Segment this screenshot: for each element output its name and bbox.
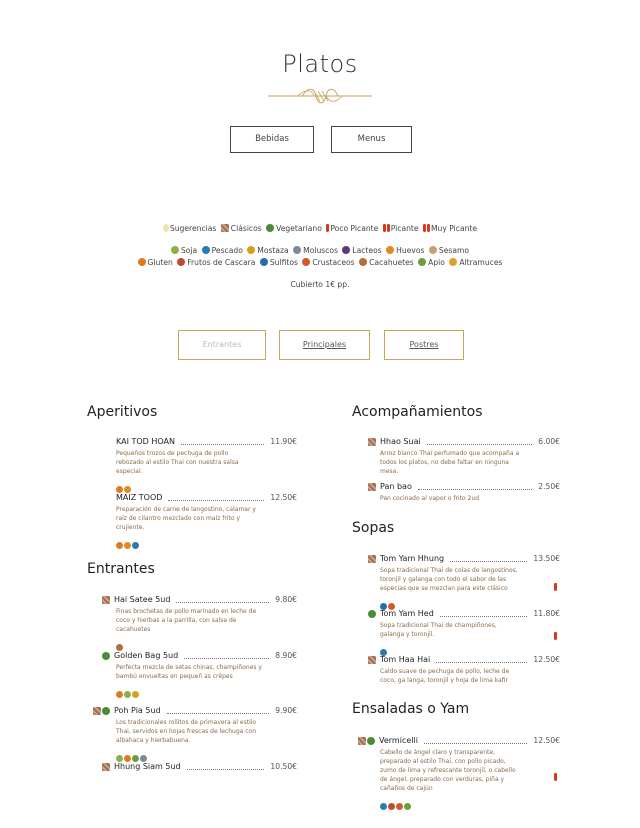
legend-vegetariano: Vegetariano [266, 224, 322, 233]
legend-crustaceos: Crustaceos [302, 258, 354, 267]
altramuces-icon [449, 258, 457, 266]
chili-icon [554, 632, 557, 640]
dish-description: Sopa tradicional Thai de colas de langostinos, toronjil y galanga con todo el sabor de las especias que se mezclan para este clásico [380, 567, 518, 592]
legend-row-styles [0, 224, 640, 233]
classic-icon [368, 438, 376, 446]
frutos-cascara-icon [388, 803, 395, 810]
moluscos-icon [293, 246, 301, 254]
dish-description: Cabello de ángel claro y transparente, preparado al estilo Thai, con pollo picado, zumo de lima y refrescante toronjil, o cabello de ángel, preparado con verduras, piña y cañaños de cajún [380, 749, 516, 792]
soja-icon [124, 691, 131, 698]
legend-pescado: Pescado [202, 246, 243, 255]
entrantes-title: Entrantes [87, 561, 155, 577]
dish-price: 11.90€ [270, 437, 297, 446]
ornament-divider-icon [268, 85, 372, 107]
dish-name: Hhao Suai [380, 437, 421, 446]
dish-name: Hai Satee 5ud [114, 595, 171, 604]
dish-price: 6.00€ [538, 437, 560, 446]
classic-icon [93, 707, 101, 715]
dish-description: Arroz blanco Thai perfumado que acompaña a todos los platos, no debe faltar en ninguna mesa. [380, 450, 520, 475]
dish-name: Golden Bag 5ud [114, 651, 179, 660]
menus-button[interactable]: Menus [331, 126, 412, 153]
dish-price: 9.80€ [275, 595, 297, 604]
dish-name: MAIZ TOOD [116, 493, 163, 502]
dish-name: Tom Yam Hed [380, 609, 434, 618]
allergen-badges [380, 641, 560, 649]
principales-category-button[interactable]: Principales [279, 330, 370, 360]
frutos-cascara-icon [177, 258, 185, 266]
pescado-icon [132, 542, 139, 549]
huevos-icon [386, 246, 394, 254]
dish-price: 8.90€ [275, 651, 297, 660]
dish-tom-haa-hai [368, 654, 560, 685]
acompanamientos-title: Acompañamientos [352, 404, 483, 420]
dish-name: Tom Haa Hai [380, 655, 431, 664]
dish-description: Pan cocinado al vapor o frito 2ud [380, 495, 480, 502]
dish-price: 12.50€ [533, 655, 560, 664]
ensaladas-title: Ensaladas o Yam [352, 701, 470, 717]
vegetarian-icon [102, 652, 110, 660]
classic-icon [102, 763, 110, 771]
dish-name: Vermicelli [379, 736, 418, 745]
lemon-icon [163, 224, 169, 232]
legend-row-allergens-2 [0, 258, 640, 267]
legend-frutos-cascara: Frutos de Cascara [177, 258, 255, 267]
dish-pan-bao [368, 481, 560, 503]
dish-tom-yam-hed [368, 608, 560, 649]
apio-icon [418, 258, 426, 266]
dish-price: 2.50€ [538, 482, 560, 491]
classic-icon [368, 555, 376, 563]
dish-price: 12.50€ [270, 493, 297, 502]
dish-name: Poh Pia 5ud [114, 706, 161, 715]
legend-moluscos: Moluscos [293, 246, 338, 255]
legend-cacahuetes: Cacahuetes [359, 258, 414, 267]
legend-poco-picante: Poco Picante [326, 224, 378, 233]
gluten-icon [138, 258, 146, 266]
cacahuetes-icon [359, 258, 367, 266]
dish-description: Caldo suave de pechuga de pollo, leche de coco, ga langa, toronjil y hoja de lima kafir [380, 668, 510, 684]
dish-description: Perfecta mezcla de setas chinas, champiñones y bambú envueltas en pequeñ as crêpes [116, 664, 262, 680]
dish-hhao-suai [368, 436, 560, 476]
legend-mostaza: Mostaza [247, 246, 288, 255]
entrantes-category-button[interactable]: Entrantes [178, 330, 266, 360]
pescado-icon [202, 246, 210, 254]
sulfitos-icon [260, 258, 268, 266]
dish-description: Finas brochetas de pollo marinado en leche de coco y hierbas a la parrilla, con salsa de cacahuetes [116, 608, 257, 633]
allergen-badges [380, 795, 560, 803]
sopas-title: Sopas [352, 520, 395, 536]
mostaza-icon [132, 691, 139, 698]
page-title: Platos [282, 50, 358, 78]
pescado-icon [380, 803, 387, 810]
dish-price: 13.50€ [533, 554, 560, 563]
allergen-badges [380, 595, 560, 603]
classic-icon [368, 483, 376, 491]
legend-apio: Apio [418, 258, 445, 267]
dish-kai-tod-hoan [116, 436, 297, 486]
dish-golden-bag [102, 650, 297, 691]
chili-icon [554, 773, 557, 781]
dish-tom-yam-hhung [368, 553, 560, 603]
dish-name: Pan bao [380, 482, 412, 491]
aperitivos-title: Aperitivos [87, 404, 158, 420]
legend-gluten: Gluten [138, 258, 173, 267]
classic-icon [221, 224, 229, 232]
allergen-badges [116, 534, 297, 542]
allergen-badges [116, 747, 297, 755]
vegetarian-icon [102, 707, 110, 715]
legend-picante: Picante [383, 224, 419, 233]
dish-description: Sopa tradicional Thai de champiñones, galanga y toronjil. [380, 622, 497, 638]
vegetarian-icon [367, 737, 375, 745]
sesamo-icon [429, 246, 437, 254]
dish-description: Pequeños trozos de pechuga de pollo rebozado al estilo Thai con nuestra salsa especial. [116, 450, 239, 475]
legend-sulfitos: Sulfitos [260, 258, 298, 267]
huevos-icon [124, 542, 131, 549]
vegetarian-icon [368, 610, 376, 618]
dish-name: Tom Yam Hhung [380, 554, 445, 563]
chili-icon [554, 583, 557, 591]
classic-icon [102, 596, 110, 604]
mostaza-icon [247, 246, 255, 254]
legend-lacteos: Lacteos [342, 246, 381, 255]
dish-hai-satee [102, 594, 297, 644]
three-chili-icon [423, 224, 426, 232]
dish-poh-pia [93, 705, 297, 755]
dish-name: Hhung Siam 5ud [114, 762, 181, 771]
crustaceos-icon [396, 803, 403, 810]
dish-price: 12.50€ [533, 736, 560, 745]
dish-name: KAI TOD HOAN [116, 437, 175, 446]
dish-price: 11.80€ [533, 609, 560, 618]
cubierto-note: Cubierto 1€ pp. [290, 280, 350, 289]
legend-sesamo: Sesamo [429, 246, 469, 255]
legend-altramuces: Altramuces [449, 258, 502, 267]
dish-maiz-tood [116, 492, 297, 542]
two-chili-icon [383, 224, 386, 232]
gluten-icon [116, 542, 123, 549]
soja-icon [171, 246, 179, 254]
dish-price: 10.50€ [270, 762, 297, 771]
legend-huevos: Huevos [386, 246, 424, 255]
vegetarian-icon [266, 224, 274, 232]
bebidas-button[interactable]: Bebidas [230, 126, 314, 153]
crustaceos-icon [302, 258, 310, 266]
apio-icon [404, 803, 411, 810]
legend-soja: Soja [171, 246, 197, 255]
gluten-icon [116, 691, 123, 698]
legend-sugerencias: Sugerencias [163, 224, 216, 233]
dish-vermicelli [358, 735, 560, 803]
allergen-badges [116, 636, 297, 644]
legend-muy-picante: Muy Picante [423, 224, 477, 233]
classic-icon [368, 656, 376, 664]
legend-clasicos: Clásicos [221, 224, 262, 233]
dish-price: 9.90€ [275, 706, 297, 715]
postres-category-button[interactable]: Postres [384, 330, 464, 360]
dish-description: Los tradicionales rollitos de primavera al estilo Thai, servidos en hojas frescas de lechuga con albahaca y hierbabuena. [116, 719, 257, 744]
allergen-badges [116, 683, 297, 691]
one-chili-icon [326, 224, 329, 232]
lacteos-icon [342, 246, 350, 254]
classic-icon [358, 737, 366, 745]
dish-description: Preparación de carne de langostino, calamar y raíz de cilantro mezclado con maíz frito y crujiente. [116, 506, 256, 531]
allergen-badges [116, 478, 297, 486]
legend-row-allergens-1 [0, 246, 640, 255]
dish-hhung-siam [102, 761, 297, 772]
